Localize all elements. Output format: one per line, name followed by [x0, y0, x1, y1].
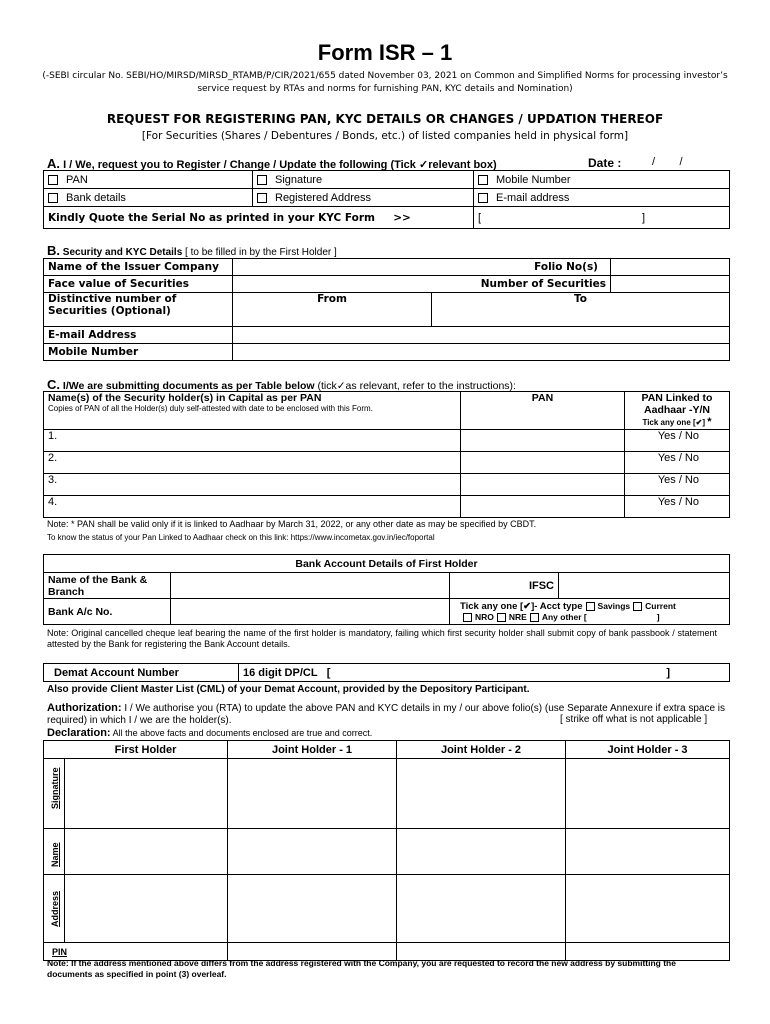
checkbox-address[interactable]: [257, 193, 267, 203]
address-joint-2[interactable]: [397, 875, 566, 943]
signature-joint-1[interactable]: [228, 759, 397, 829]
holder-row-1[interactable]: 1.: [44, 430, 461, 452]
demat-label: Demat Account Number: [44, 664, 239, 682]
holder-row-2[interactable]: 2.: [44, 452, 461, 474]
signature-first[interactable]: [64, 759, 228, 829]
strike-note: [ strike off what is not applicable ]: [560, 714, 708, 725]
form-subheading: [For Securities (Shares / Debentures / Bonds, etc.) of listed companies held in physical form]: [141, 130, 629, 142]
mobile-input[interactable]: [233, 344, 730, 361]
pan-input-1[interactable]: [461, 430, 625, 452]
email-input[interactable]: [233, 327, 730, 344]
address-first[interactable]: [64, 875, 228, 943]
bank-name-input[interactable]: [171, 573, 450, 599]
checkbox-email[interactable]: [478, 193, 488, 203]
bank-name-label: Name of the Bank & Branch: [44, 573, 171, 599]
option-address[interactable]: Registered Address: [253, 189, 474, 207]
pan-header: PAN: [461, 392, 625, 430]
yesno-3[interactable]: Yes / No: [625, 474, 730, 496]
declaration: Declaration: All the above facts and documents enclosed are true and correct.: [47, 727, 373, 739]
holder-row-4[interactable]: 4.: [44, 496, 461, 518]
date-label: Date :: [588, 156, 622, 170]
account-label: Bank A/c No.: [44, 599, 171, 625]
serial-label: Kindly Quote the Serial No as printed in your KYC Form >>: [44, 207, 474, 229]
form-title: Form ISR – 1: [317, 40, 453, 65]
num-securities-input[interactable]: [611, 276, 730, 293]
form-heading: REQUEST FOR REGISTERING PAN, KYC DETAILS OR CHANGES / UPDATION THEREOF: [106, 112, 664, 126]
checkbox-bank[interactable]: [48, 193, 58, 203]
signature-row-label: Signature: [44, 759, 65, 829]
checkbox-nre[interactable]: [497, 613, 506, 622]
checkbox-mobile[interactable]: [478, 175, 488, 185]
aadhaar-header: PAN Linked to Aadhaar -Y/N Tick any one [✔] *: [625, 392, 730, 430]
distinctive-label: Distinctive number of Securities (Optional): [44, 293, 233, 327]
checkbox-signature[interactable]: [257, 175, 267, 185]
address-joint-3[interactable]: [566, 875, 730, 943]
checkbox-current[interactable]: [633, 602, 642, 611]
checkbox-nro[interactable]: [463, 613, 472, 622]
footer-note: Note: If the address mentioned above differs from the address registered with the Company, you are requested to record the new address by submitting the documents as specified in point (3) overleaf.: [47, 958, 676, 979]
demat-note: Also provide Client Master List (CML) of your Demat Account, provided by the Depository Participant.: [47, 684, 530, 695]
joint-holder-1-header: Joint Holder - 1: [228, 741, 397, 759]
account-type: Tick any one [✔]- Acct type Savings Current NRO NRE Any other [ ]: [450, 599, 730, 625]
yesno-2[interactable]: Yes / No: [625, 452, 730, 474]
name-joint-2[interactable]: [397, 829, 566, 875]
joint-holder-2-header: Joint Holder - 2: [397, 741, 566, 759]
ifsc-input[interactable]: [559, 573, 730, 599]
face-value-label: Face value of Securities: [44, 276, 233, 293]
address-joint-1[interactable]: [228, 875, 397, 943]
holder-row-3[interactable]: 3.: [44, 474, 461, 496]
yesno-1[interactable]: Yes / No: [625, 430, 730, 452]
section-a-text: I / We, request you to Register / Change / Update the following (Tick ✓relevant box): [63, 159, 497, 171]
demat-table: [43, 663, 730, 682]
checkbox-other[interactable]: [530, 613, 539, 622]
demat-input[interactable]: 16 digit DP/CL [ ]: [239, 664, 730, 682]
name-first[interactable]: [64, 829, 228, 875]
pan-input-4[interactable]: [461, 496, 625, 518]
pan-link-note: To know the status of your Pan Linked to Aadhaar check on this link: https://www.incometax.gov.in/iec/foportal: [47, 533, 435, 542]
option-mobile[interactable]: Mobile Number: [474, 171, 730, 189]
name-joint-3[interactable]: [566, 829, 730, 875]
folio-input[interactable]: [611, 259, 730, 276]
circular-reference: (-SEBI circular No. SEBI/HO/MIRSD/MIRSD_RTAMB/P/CIR/2021/655 dated November 03, 2021 on Common and Simplified Norms for processing investor’s service request by RTAs and norms for furnishing PAN, KYC details and Nomination): [42, 71, 728, 94]
holder-name-header: Name(s) of the Security holder(s) in Capital as per PAN Copies of PAN of all the Holder(s) duly self-attested with date to be enclosed with this Form.: [44, 392, 461, 430]
option-email[interactable]: E-mail address: [474, 189, 730, 207]
yesno-4[interactable]: Yes / No: [625, 496, 730, 518]
first-holder-header: First Holder: [64, 741, 228, 759]
section-b-table: [43, 258, 730, 361]
bank-title: Bank Account Details of First Holder: [44, 555, 730, 573]
joint-holder-3-header: Joint Holder - 3: [566, 741, 730, 759]
pan-input-2[interactable]: [461, 452, 625, 474]
account-input[interactable]: [171, 599, 450, 625]
folio-label: Folio No(s): [233, 259, 611, 276]
from-label: From: [233, 293, 432, 327]
bank-table: [43, 554, 730, 625]
option-pan[interactable]: PAN: [44, 171, 253, 189]
pan-input-3[interactable]: [461, 474, 625, 496]
section-b-header: B. Security and KYC Details [ to be filled in by the First Holder ]: [47, 243, 337, 258]
serial-input[interactable]: [ ]: [474, 207, 730, 229]
to-label: To: [432, 293, 730, 327]
issuer-label: Name of the Issuer Company: [44, 259, 233, 276]
pin-label[interactable]: PIN: [44, 943, 228, 961]
holders-table: [43, 740, 730, 961]
authorization: Authorization: I / We authorise you (RTA) to update the above PAN and KYC details in my / our above folio(s) (use Separate Annexure if extra space is required) in which I / we are the holder(s).: [47, 702, 726, 726]
ifsc-label: IFSC: [450, 573, 559, 599]
option-signature[interactable]: Signature: [253, 171, 474, 189]
address-row-label: Address: [44, 875, 65, 943]
bank-note: Note: Original cancelled cheque leaf bearing the name of the first holder is mandatory, failing which first security holder shall submit copy of bank passbook / statement attested by the Bank for registering the Bank Account details.: [47, 628, 717, 649]
num-securities-label: Number of Securities: [233, 276, 611, 293]
signature-joint-2[interactable]: [397, 759, 566, 829]
name-row-label: Name: [44, 829, 65, 875]
checkbox-savings[interactable]: [586, 602, 595, 611]
checkbox-pan[interactable]: [48, 175, 58, 185]
email-label: E-mail Address: [44, 327, 233, 344]
section-c-table: [43, 391, 730, 518]
mobile-label: Mobile Number: [44, 344, 233, 361]
pan-note: Note: * PAN shall be valid only if it is linked to Aadhaar by March 31, 2022, or any other date as may be specified by CBDT.: [47, 519, 537, 529]
name-joint-1[interactable]: [228, 829, 397, 875]
section-a-header: A. I / We, request you to Register / Change / Update the following (Tick ✓relevant box): [47, 156, 497, 171]
signature-joint-3[interactable]: [566, 759, 730, 829]
option-bank[interactable]: Bank details: [44, 189, 253, 207]
section-c-header: C. I/We are submitting documents as per Table below (tick✓as relevant, refer to the instructions):: [47, 377, 516, 392]
section-a-table: [43, 170, 730, 229]
date-field[interactable]: / /: [652, 156, 683, 168]
